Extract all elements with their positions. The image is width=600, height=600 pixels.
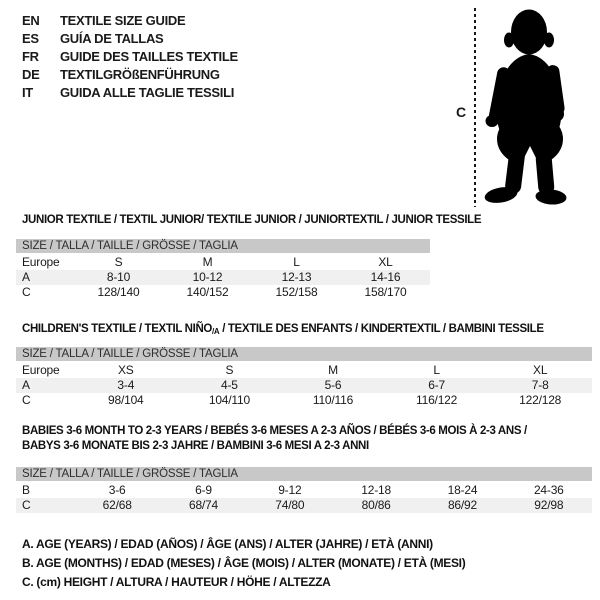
- table-cell: 3-4: [117, 378, 135, 392]
- table-cell: 9-12: [278, 483, 302, 497]
- table-row: [16, 483, 592, 498]
- table-cell: 14-16: [370, 270, 401, 284]
- section-heading-children: [22, 322, 544, 339]
- table-cell: 140/152: [186, 285, 229, 299]
- table-cell: XL: [533, 363, 548, 377]
- table-cell: 122/128: [519, 393, 562, 407]
- row-label: B: [22, 483, 30, 497]
- language-title: GUIDA ALLE TAGLIE TESSILI: [60, 84, 235, 100]
- table-cell: 8-10: [106, 270, 131, 284]
- size-table-babies: [16, 467, 592, 513]
- table-cell: 62/68: [102, 498, 132, 512]
- section-heading-line: [22, 322, 544, 339]
- heading-text: CHILDREN'S TEXTILE / TEXTIL NIÑO: [22, 323, 213, 335]
- section-heading-line: [22, 439, 527, 454]
- table-cell: 5-6: [324, 378, 342, 392]
- table-cell: 12-18: [361, 483, 391, 497]
- row-label: C: [22, 498, 31, 512]
- language-code: DE: [22, 66, 40, 82]
- size-header-bar: SIZE / TALLA / TAILLE / GRÖSSE / TAGLIA: [16, 347, 592, 361]
- table-cell: 110/116: [312, 393, 354, 407]
- table-cell: XL: [378, 255, 393, 269]
- row-label: C: [22, 285, 31, 299]
- table-cell: M: [202, 255, 213, 269]
- legend-notes: [22, 535, 465, 592]
- table-cell: 12-13: [281, 270, 312, 284]
- table-cell: L: [293, 255, 300, 269]
- table-row: [16, 498, 592, 513]
- height-measure-label: C: [456, 104, 467, 120]
- table-row: [16, 270, 430, 285]
- row-label: C: [22, 393, 31, 407]
- language-code: EN: [22, 12, 40, 28]
- language-row: [22, 11, 238, 29]
- language-title: GUIDE DES TAILLES TEXTILE: [60, 48, 238, 64]
- toddler-silhouette-icon: [483, 5, 600, 205]
- language-code: IT: [22, 84, 33, 100]
- size-header-bar: SIZE / TALLA / TAILLE / GRÖSSE / TAGLIA: [16, 467, 592, 481]
- table-cell: L: [433, 363, 440, 377]
- heading-text: JUNIOR TEXTILE / TEXTIL JUNIOR/ TEXTILE JUNIOR / JUNIORTEXTIL / JUNIOR TESSILE: [22, 214, 482, 226]
- table-cell: 98/104: [108, 393, 144, 407]
- heading-text: / TEXTILE DES ENFANTS / KINDERTEXTIL / BAMBINI TESSILE: [219, 323, 544, 335]
- language-code: FR: [22, 48, 39, 64]
- table-cell: 6-7: [428, 378, 445, 392]
- table-cell: 10-12: [192, 270, 223, 284]
- table-cell: XS: [117, 363, 134, 377]
- table-row: [16, 378, 592, 393]
- table-cell: 7-8: [531, 378, 549, 392]
- table-cell: 158/170: [364, 285, 407, 299]
- row-label: Europe: [22, 255, 60, 269]
- table-cell: 3-6: [108, 483, 126, 497]
- table-row: [16, 393, 592, 408]
- heading-text: BABIES 3-6 MONTH TO 2-3 YEARS / BEBÉS 3-6 MESES A 2-3 AÑOS / BÉBÉS 3-6 MOIS À 2-3 ANS /: [22, 425, 527, 437]
- language-title: GUÍA DE TALLAS: [60, 30, 164, 46]
- table-cell: 152/158: [275, 285, 318, 299]
- table-cell: M: [328, 363, 338, 377]
- language-title-list: [22, 11, 238, 101]
- language-title: TEXTILE SIZE GUIDE: [60, 12, 186, 28]
- table-cell: 74/80: [275, 498, 305, 512]
- table-cell: 68/74: [188, 498, 218, 512]
- language-row: [22, 47, 238, 65]
- row-label: Europe: [22, 363, 60, 377]
- table-cell: 24-36: [533, 483, 564, 497]
- language-row: [22, 65, 238, 83]
- size-table-children: [16, 347, 592, 408]
- table-cell: 6-9: [195, 483, 212, 497]
- language-code: ES: [22, 30, 39, 46]
- table-row: [16, 363, 592, 378]
- table-cell: 80/86: [361, 498, 391, 512]
- section-heading-junior: [22, 213, 481, 228]
- section-heading-line: [22, 424, 527, 439]
- table-cell: 18-24: [447, 483, 478, 497]
- table-cell: S: [225, 363, 234, 377]
- table-cell: 86/92: [447, 498, 477, 512]
- table-cell: 92/98: [534, 498, 564, 512]
- note-line: A. AGE (YEARS) / EDAD (AÑOS) / ÂGE (ANS) / ALTER (JAHRE) / ETÀ (ANNI): [22, 537, 433, 551]
- note-line: C. (cm) HEIGHT / ALTURA / HAUTEUR / HÖHE / ALTEZZA: [22, 575, 331, 589]
- row-label: A: [22, 270, 30, 284]
- table-cell: S: [114, 255, 123, 269]
- note-line: B. AGE (MONTHS) / EDAD (MESES) / ÂGE (MOIS) / ALTER (MONATE) / ETÀ (MESI): [22, 556, 466, 570]
- section-heading-babies: [22, 424, 527, 454]
- heading-subscript: /A: [212, 327, 220, 336]
- section-heading-line: [22, 213, 481, 228]
- row-label: A: [22, 378, 30, 392]
- table-cell: 116/122: [416, 393, 458, 407]
- language-row: [22, 83, 238, 101]
- table-row: [16, 255, 430, 270]
- size-table-junior: [16, 239, 430, 300]
- language-title: TEXTILGRÖßENFÜHRUNG: [60, 66, 220, 82]
- table-cell: 4-5: [221, 378, 238, 392]
- heading-text: BABYS 3-6 MONATE BIS 2-3 JAHRE / BAMBINI 3-6 MESI A 2-3 ANNI: [22, 440, 369, 452]
- language-row: [22, 29, 238, 47]
- table-cell: 104/110: [208, 393, 250, 407]
- height-reference-dotted-line: [474, 8, 476, 207]
- table-cell: 128/140: [97, 285, 140, 299]
- size-header-bar: SIZE / TALLA / TAILLE / GRÖSSE / TAGLIA: [16, 239, 430, 253]
- table-row: [16, 285, 430, 300]
